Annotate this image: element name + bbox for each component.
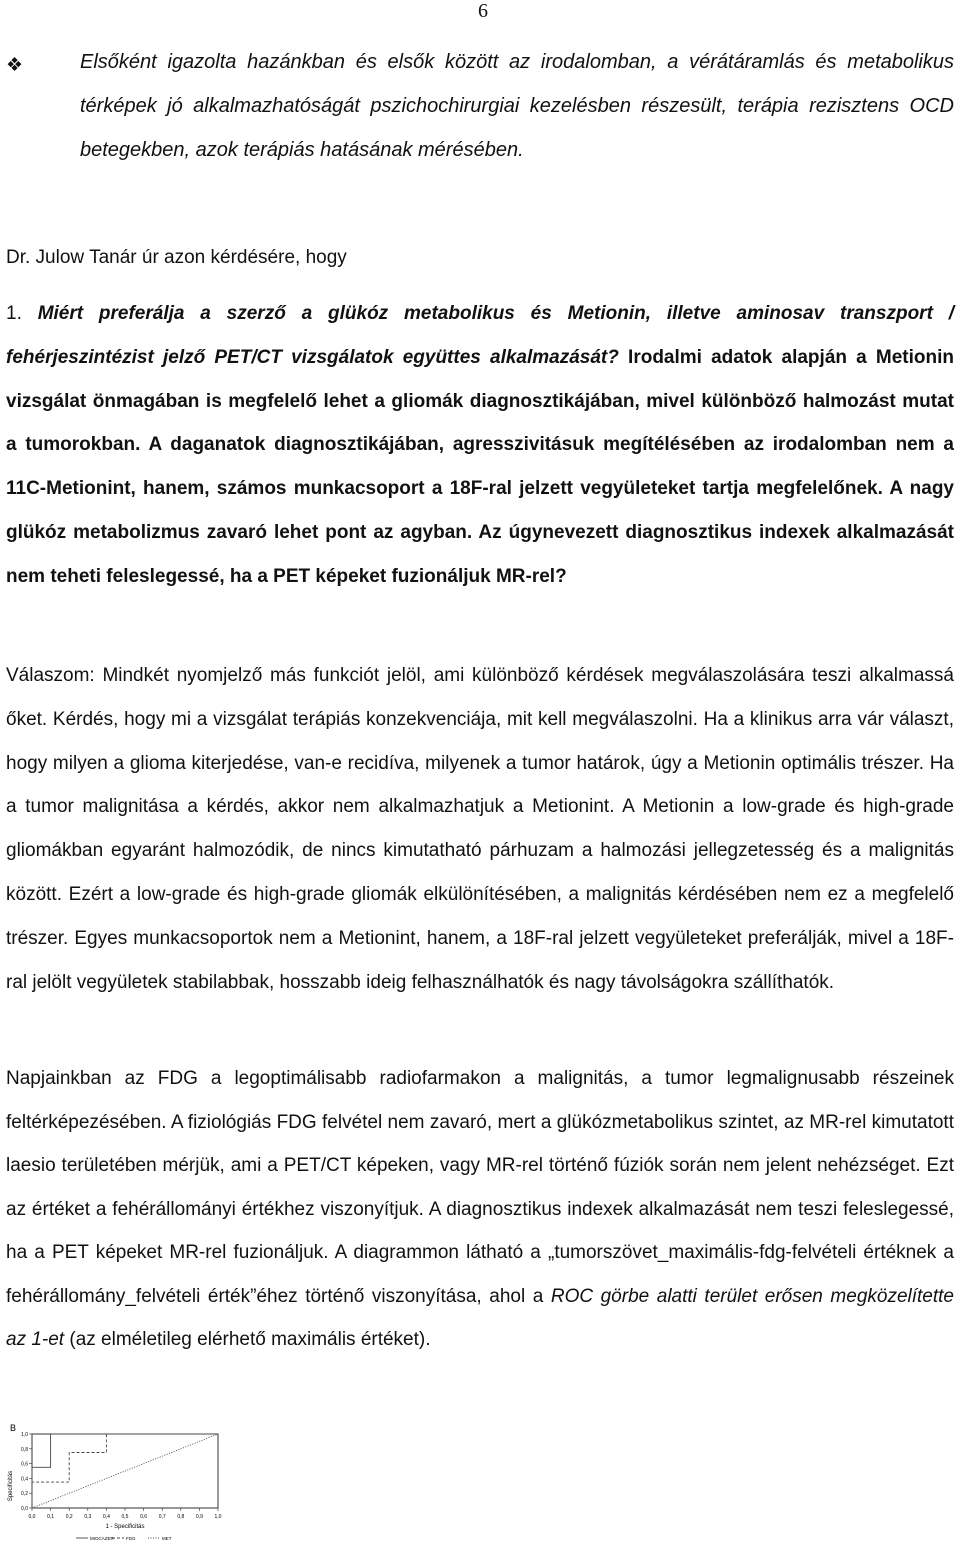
y-ticks (21, 1432, 32, 1512)
chart-title: B (10, 1423, 17, 1433)
fdg-paragraph-end: (az elméletileg elérhető maximális értéket). (64, 1329, 431, 1350)
y-tick-label: 0,4 (21, 1476, 28, 1483)
y-tick-label: 0,6 (21, 1461, 28, 1468)
legend-label: MET (162, 1536, 172, 1541)
y-tick-label: 0,0 (21, 1506, 28, 1512)
y-axis-label: Specificitás (8, 1470, 14, 1502)
answer-paragraph: Válaszom: Mindkét nyomjelző más funkciót jelöl, ami különböző kérdések megválaszolására teszi alkalmassá őket. Kérdés, hogy mi a vizsgálat terápiás konzekvenciája, mit kell megválaszolni. Ha a klinikus arra vár választ, hogy milyen a glioma kiterjedése, van-e recidíva, milyenek a tumor határok, úgy a Metionin optimális trészer. Ha a tumor malignitása a kérdés, akkor nem alkalmazhatjuk a Metionint. A Metionin a low-grade és high-grade gliomákban egyaránt halmozódik, de nincs kimutatható párhuzam a halmozási jellegzetesség és a malignitás között. Ezért a low-grade és high-grade gliomák elkülönítésében, a malignitás kérdésében nem ez a megfelelő trészer. Egyes munkacsoportok nem a Metionint, hanem, a 18F-ral jelzett vegyületeket preferálják, mivel a 18F-ral jelölt vegyületek stabilabbak, hosszabb ideig felhasználhatók és nagy távolságokra szállíthatók. (6, 665, 954, 993)
x-tick-label: 0,4 (102, 1514, 110, 1520)
question-paragraph (6, 292, 954, 599)
question-number: 1. (6, 303, 22, 324)
question-highlight: Miért preferálja a szerző a glükóz metabolikus és Metionin, illetve aminosav transzport / fehérjeszintézist jelző PET/CT vizsgálatok együttes alkalmazását? (6, 303, 955, 368)
intro-text: Dr. Julow Tanár úr azon kérdésére, hogy (6, 247, 347, 268)
roc-curves (32, 1434, 218, 1508)
legend-label: MIOCAZER (90, 1536, 114, 1541)
x-tick-label: 0,5 (121, 1514, 129, 1520)
x-tick-label: 1,0 (214, 1514, 222, 1520)
x-tick-label: 0,0 (28, 1514, 36, 1520)
diamond-bullet-icon: ❖ (6, 55, 24, 76)
y-tick-label: 1,0 (21, 1432, 28, 1438)
y-tick-label: 0,2 (21, 1491, 28, 1498)
page-number: 6 (478, 0, 488, 22)
x-tick-label: 0,6 (140, 1514, 148, 1520)
bullet-text: Elsőként igazolta hazánkban és elsők között az irodalomban, a vérátáramlás és metabolikus térképek jó alkalmazhatóságát pszichochirurgiai kezelésben részesült, terápia rezisztens OCD betegekben, azok terápiás hatásának mérésében. (80, 51, 954, 161)
fdg-paragraph-text: Napjainkban az FDG a legoptimálisabb radiofarmakon a malignitás, a tumor legmalignusabb részeinek feltérképezésében. A fiziológiás FDG felvétel nem zavaró, mert a glükózmetabolikus szintet, az MR-rel kimutatott laesio területében mérjük, ami a PET/CT képeken, vagy MR-rel történő fúziók során nem jelent nehézséget. Ezt az értéket a fehérállományi értékhez viszonyítjuk. A diagnosztikus indexek alkalmazását nem teszi feleslegessé, ha a PET képeket MR-rel fuzionáljuk. A diagrammon látható a „tumorszövet_maximális-fdg-felvételi értéknek a fehérállomány_felvételi érték”éhez történő viszonyítása, ahol a (6, 1068, 954, 1307)
roc-series-line (32, 1434, 218, 1508)
x-axis-label: 1 - Specificitás (105, 1524, 145, 1530)
fdg-paragraph (6, 1057, 954, 1362)
bullet-item (6, 40, 954, 172)
x-tick-label: 0,3 (84, 1514, 92, 1520)
y-tick-label: 0,8 (21, 1446, 28, 1453)
legend-label: FDG (126, 1536, 136, 1541)
x-tick-label: 0,1 (47, 1514, 55, 1520)
question-body: Irodalmi adatok alapján a Metionin vizsgálat önmagában is megfelelő lehet a gliomák diagnosztikájában, mivel különböző halmozást mutat a tumorokban. A daganatok diagnosztikájában, agresszivitásuk megítélésében az irodalomban nem a 11C-Metionint, hanem, számos munkacsoport a 18F-ral jelzett vegyületeket tartja megfelelőnek. A nagy glükóz metabolizmus zavaró lehet pont az agyban. Az úgynevezett diagnosztikus indexek alkalmazását nem teheti feleslegessé, ha a PET képeket fuzionáljuk MR-rel? (6, 346, 954, 587)
roc-chart (2, 1420, 222, 1544)
x-tick-label: 0,9 (195, 1514, 203, 1520)
roc-emphasis: ROC görbe alatti terület erősen megközelítette az 1-et (6, 1285, 954, 1350)
x-ticks (29, 1508, 222, 1520)
legend (76, 1536, 172, 1541)
x-tick-label: 0,8 (177, 1514, 185, 1520)
x-tick-label: 0,7 (158, 1514, 166, 1520)
x-tick-label: 0,2 (65, 1514, 73, 1520)
